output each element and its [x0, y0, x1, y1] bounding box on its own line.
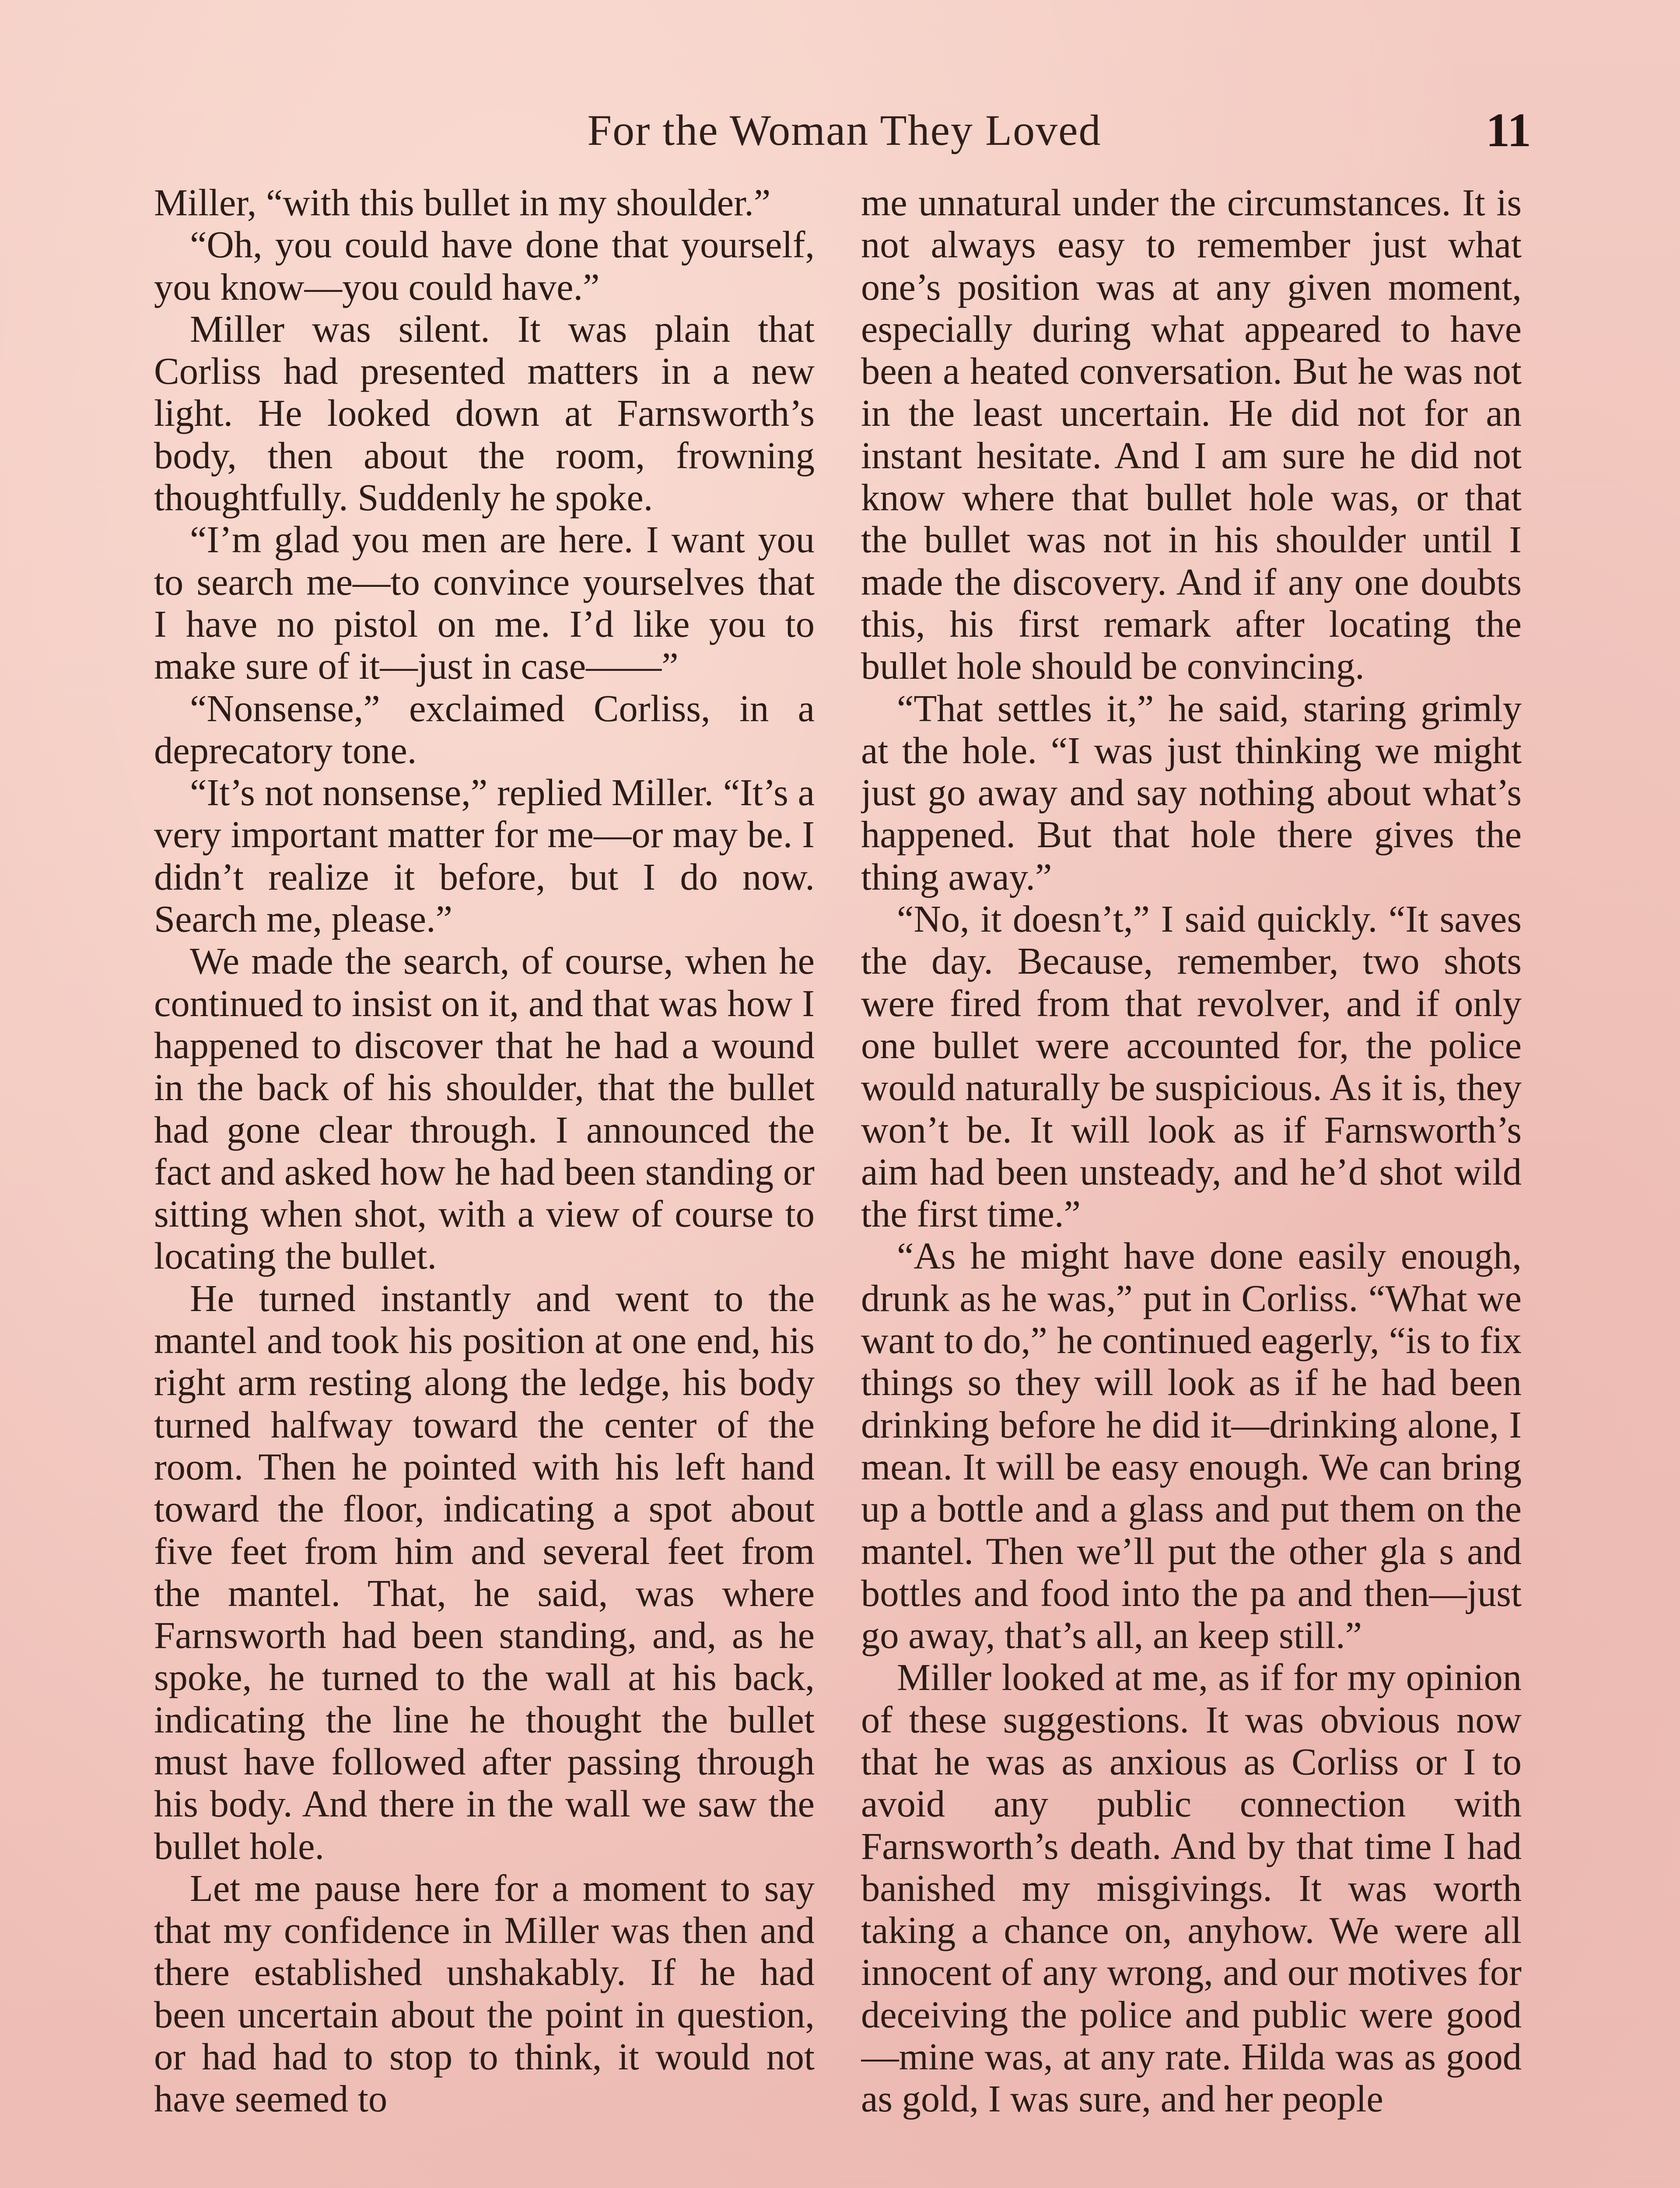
paragraph: He turned instantly and went to the mantel and took his position at one end, his right arm resting along the ledge, his body turned halfway toward the center of the room. Then he pointed with his left hand toward the floor, indicating a spot about five feet from him and several feet from the mantel. That, he said, was where Farnsworth had been standing, and, as he spoke, he turned to the wall at his back, indicating the line he thought the bullet must have followed after passing through his body. And there in the wall we saw the bullet hole.	[154, 1277, 815, 1867]
running-title: For the Woman They Loved	[587, 106, 1102, 154]
paragraph: “As he might have done easily enough, drunk as he was,” put in Corliss. “What we want to do,” he continued eagerly, “is to fix things so they will look as if he had been drinking before he did it—drinking alone, I mean. It will be easy enough. We can bring up a bottle and a glass and put them on the mantel. Then we’ll put the other gla s and bottles and food into the pa and then—just go away, that’s all, an keep still.”	[861, 1235, 1522, 1657]
paragraph: “Oh, you could have done that yourself, you know—you could have.”	[154, 224, 815, 308]
paragraph: “Nonsense,” exclaimed Corliss, in a deprecatory tone.	[154, 687, 815, 771]
paragraph: Miller looked at me, as if for my opinion of these suggestions. It was obvious now that he was as anxious as Corliss or I to avoid any public connection with Farnsworth’s death. And by that time I had banished my misgivings. It was worth taking a chance on, anyhow. We were all innocent of any wrong, and our motives for deceiving the police and public were good —mine was, at any rate. Hilda was as good as gold, I was sure, and her people	[861, 1656, 1522, 2120]
paragraph: Miller, “with this bullet in my shoulder.”	[154, 182, 771, 224]
paragraph: Let me pause here for a moment to say that my confidence in Miller was then and there established unshakably. If he had been uncertain about the point in question, or had had to stop to think, it would not have seemed to	[154, 1867, 815, 2120]
right-column	[861, 182, 1522, 2188]
paragraph: “That settles it,” he said, staring grimly at the hole. “I was just thinking we might just go away and say nothing about what’s happened. But that hole there gives the thing away.”	[861, 687, 1522, 898]
paragraph: “It’s not nonsense,” replied Miller. “It’s a very important matter for me—or may be. I didn’t realize it before, but I do now. Search me, please.”	[154, 771, 815, 940]
page-header	[158, 96, 1531, 158]
paragraph: me unnatural under the circumstances. It is not always easy to remember just what one’s position was at any given moment, especially during what appeared to have been a heated conversation. But he was not in the least uncertain. He did not for an instant hesitate. And I am sure he did not know where that bullet hole was, or that the bullet was not in his shoulder until I made the discovery. And if any one doubts this, his first remark after locating the bullet hole should be convincing.	[861, 182, 1522, 687]
paragraph: “I’m glad you men are here. I want you to search me—to convince yourselves that I have no pistol on me. I’d like you to make sure of it—just in case——”	[154, 519, 815, 687]
paragraph: Miller was silent. It was plain that Corliss had presented matters in a new light. He looked down at Farnsworth’s body, then about the room, frowning thoughtfully. Suddenly he spoke.	[154, 308, 815, 519]
page-number: 11	[1486, 103, 1531, 157]
paragraph: We made the search, of course, when he continued to insist on it, and that was how I happened to discover that he had a wound in the back of his shoulder, that the bullet had gone clear through. I announced the fact and asked how he had been standing or sitting when shot, with a view of course to locating the bullet.	[154, 940, 815, 1277]
left-column	[154, 182, 815, 2188]
paragraph: “No, it doesn’t,” I said quickly. “It saves the day. Because, remember, two shots were fired from that revolver, and if only one bullet were accounted for, the police would naturally be suspicious. As it is, they won’t be. It will look as if Farnsworth’s aim had been unsteady, and he’d shot wild the first time.”	[861, 898, 1522, 1235]
